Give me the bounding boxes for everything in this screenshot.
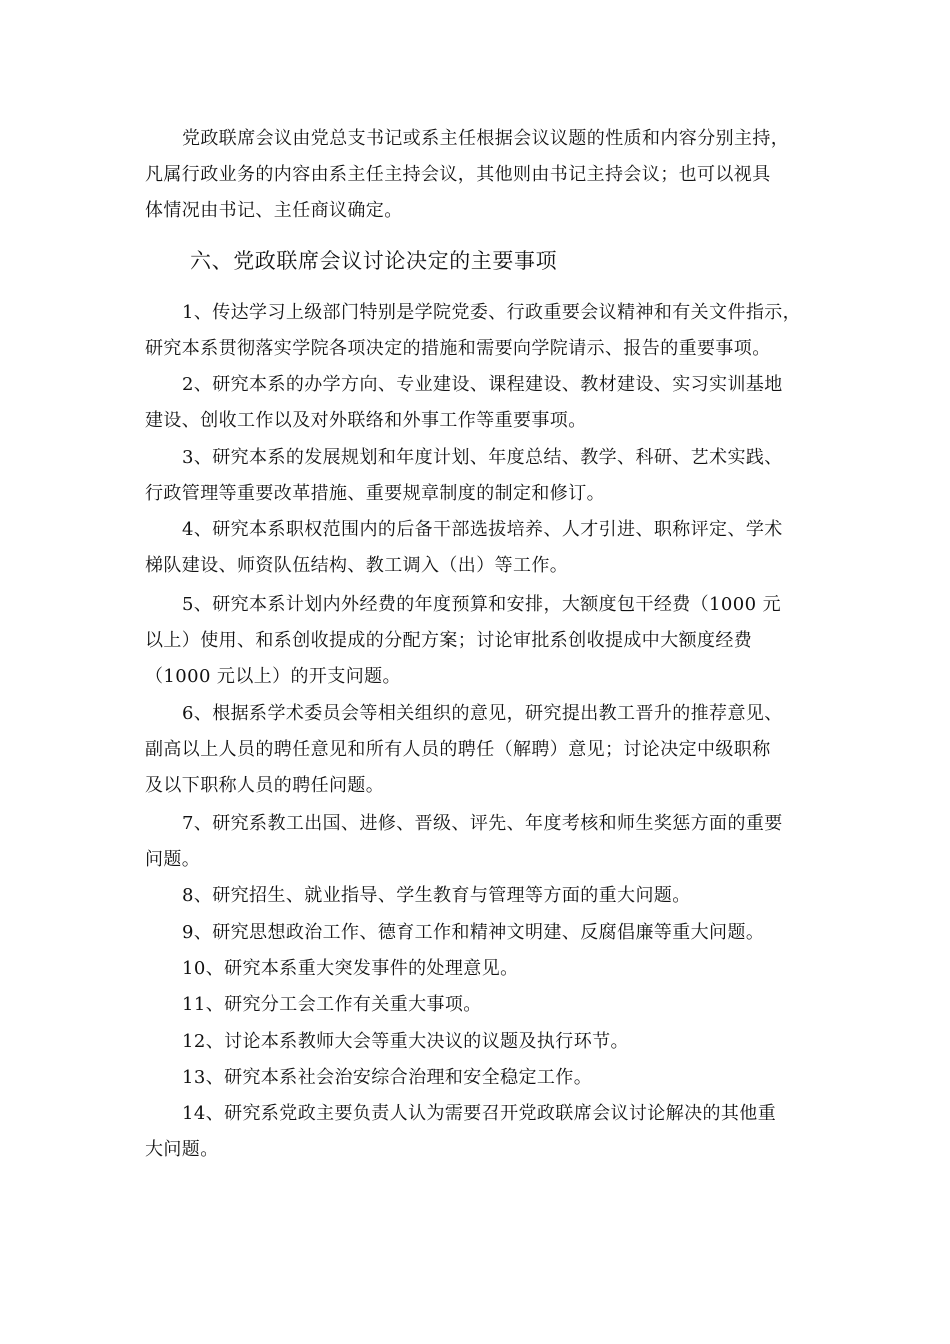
item-line: 9、研究思想政治工作、德育工作和精神文明建、反腐倡廉等重大问题。 [182,922,765,943]
item-line: 4、研究本系职权范围内的后备干部选拔培养、人才引进、职称评定、学术 [182,519,783,540]
item-line: 13、研究本系社会治安综合治理和安全稳定工作。 [182,1067,593,1088]
item-line: 副高以上人员的聘任意见和所有人员的聘任（解聘）意见；讨论决定中级职称 [145,739,771,760]
item-line: 1、传达学习上级部门特别是学院党委、行政重要会议精神和有关文件指示， [182,302,802,323]
item-line: 12、讨论本系教师大会等重大决议的议题及执行环节。 [182,1031,629,1052]
item-line: 以上）使用、和系创收提成的分配方案；讨论审批系创收提成中大额度经费 [145,630,753,651]
intro-line: 党政联席会议由党总支书记或系主任根据会议议题的性质和内容分别主持， [182,128,790,149]
item-line: 大问题。 [145,1139,219,1160]
item-line: 6、根据系学术委员会等相关组织的意见，研究提出教工晋升的推荐意见、 [182,703,783,724]
item-line: 3、研究本系的发展规划和年度计划、年度总结、教学、科研、艺术实践、 [182,447,783,468]
item-line: 11、研究分工会工作有关重大事项。 [182,994,482,1015]
item-line: 14、研究系党政主要负责人认为需要召开党政联席会议讨论解决的其他重 [182,1103,777,1124]
item-line: 行政管理等重要改革措施、重要规章制度的制定和修订。 [145,483,605,504]
section-heading: 六、党政联席会议讨论决定的主要事项 [190,249,558,273]
item-line: 研究本系贯彻落实学院各项决定的措施和需要向学院请示、报告的重要事项。 [145,338,771,359]
intro-line: 体情况由书记、主任商议确定。 [145,200,403,221]
item-line: 2、研究本系的办学方向、专业建设、课程建设、教材建设、实习实训基地 [182,374,783,395]
item-line: 建设、创收工作以及对外联络和外事工作等重要事项。 [145,410,587,431]
item-line: 5、研究本系计划内外经费的年度预算和安排，大额度包干经费（1000 元 [182,594,781,615]
item-line: （1000 元以上）的开支问题。 [145,666,401,687]
item-line: 10、研究本系重大突发事件的处理意见。 [182,958,519,979]
item-line: 梯队建设、师资队伍结构、教工调入（出）等工作。 [145,555,569,576]
item-line: 7、研究系教工出国、进修、晋级、评先、年度考核和师生奖惩方面的重要 [182,813,783,834]
intro-line: 凡属行政业务的内容由系主任主持会议，其他则由书记主持会议；也可以视具 [145,164,771,185]
item-line: 及以下职称人员的聘任问题。 [145,775,385,796]
item-line: 问题。 [145,849,201,870]
item-line: 8、研究招生、就业指导、学生教育与管理等方面的重大问题。 [182,885,691,906]
